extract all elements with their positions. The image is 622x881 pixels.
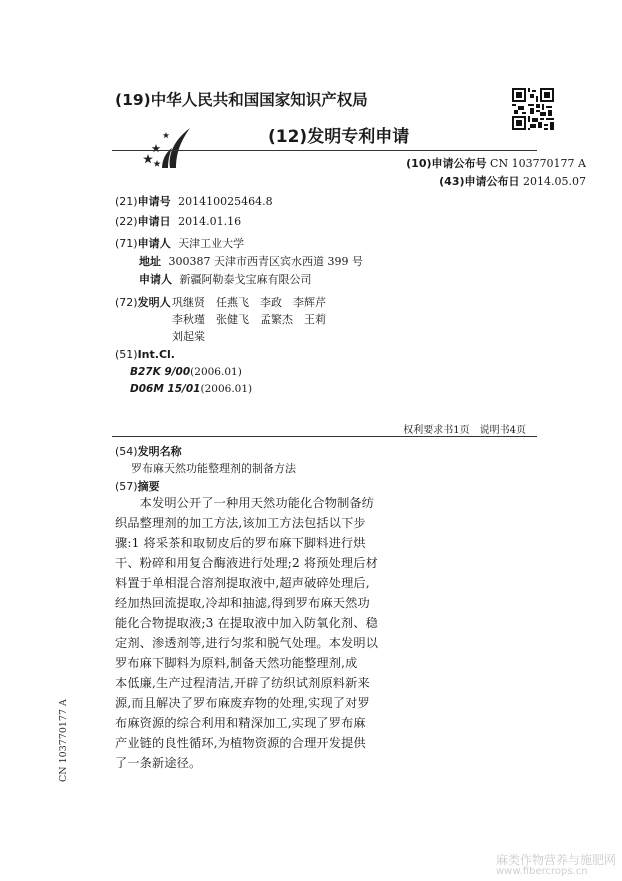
field-label: Int.Cl. <box>137 348 175 361</box>
field-number: (54) <box>115 445 138 458</box>
ipc-version: (2006.01) <box>200 383 253 395</box>
field-label: 发明名称 <box>137 445 182 458</box>
field-number: (57) <box>115 480 138 493</box>
watermark-title: 麻类作物营养与施肥网 <box>496 853 617 867</box>
publication-date <box>439 173 586 189</box>
qr-code-icon <box>512 88 554 130</box>
field-label: 申请人 <box>137 237 171 250</box>
field-number: (72) <box>115 296 138 309</box>
applicant-primary <box>115 235 244 251</box>
title-heading <box>115 443 182 459</box>
header-divider <box>112 150 537 151</box>
field-value: 300387 天津市西青区宾水西道 399 号 <box>168 255 363 268</box>
inventor-line: 刘起棠 <box>172 330 205 343</box>
office-name: (19)中华人民共和国国家知识产权局 <box>115 91 368 109</box>
field-value: 201410025464.8 <box>178 195 273 208</box>
field-number: (71) <box>115 237 138 250</box>
invention-title-text: 罗布麻天然功能整理剂的制备方法 <box>131 462 296 475</box>
inventor-line: 李秋瑾 张健飞 孟繁杰 王莉 <box>172 313 326 326</box>
abstract-line: 本发明公开了一种用天然功能化合物制备纺 <box>115 496 375 510</box>
watermark-url: www.fibercrops.cn <box>496 866 588 877</box>
application-date <box>115 213 241 229</box>
field-number: (21) <box>115 195 138 208</box>
application-number <box>115 193 273 209</box>
section-divider <box>112 436 537 437</box>
abstract-line: 布麻资源的综合利用和精深加工,实现了罗布麻 <box>115 716 366 730</box>
ipc-version: (2006.01) <box>190 366 242 378</box>
publication-date-label: (43)申请公布日 <box>439 175 520 188</box>
abstract-heading <box>115 478 160 494</box>
inventors-heading <box>115 294 171 310</box>
int-cl-heading <box>115 348 175 361</box>
field-label: 发明人 <box>137 296 171 309</box>
field-label: 申请人 <box>139 273 172 286</box>
ipc-code: D06M 15/01 <box>130 383 201 395</box>
side-publication-number: CN 103770177 A <box>58 699 69 782</box>
abstract-line: 织品整理剂的加工方法,该加工方法包括以下步 <box>115 516 366 530</box>
abstract-line: 料置于单相混合溶剂提取液中,超声破碎处理后, <box>115 576 370 590</box>
field-label: 申请日 <box>137 215 171 228</box>
field-value: 2014.01.16 <box>178 215 242 228</box>
applicant-address <box>139 253 363 269</box>
field-number: (22) <box>115 215 138 228</box>
applicant-secondary <box>139 271 312 287</box>
document-type: (12)发明专利申请 <box>268 127 410 147</box>
abstract-line: 本低廉,生产过程清洁,开辟了纺织试剂原料新来 <box>115 676 370 690</box>
abstract-line: 罗布麻下脚料为原料,制备天然功能整理剂,成 <box>115 656 358 670</box>
abstract-line: 能化合物提取液;3 在提取液中加入防氧化剂、稳 <box>115 616 378 630</box>
page-count: 权利要求书1页 说明书4页 <box>403 425 526 436</box>
publication-date-value: 2014.05.07 <box>523 175 586 188</box>
field-value: 天津工业大学 <box>178 237 245 250</box>
field-number: (51) <box>115 348 138 361</box>
inventor-line: 巩继贤 任燕飞 李政 李辉芹 <box>172 296 326 309</box>
abstract-line: 定剂、渗透剂等,进行匀浆和脱气处理。本发明以 <box>115 636 379 650</box>
abstract-line: 源,而且解决了罗布麻废弃物的处理,实现了对罗 <box>115 696 370 710</box>
abstract-line: 经加热回流提取,冷却和抽滤,得到罗布麻天然功 <box>115 596 370 610</box>
publication-number-value: CN 103770177 A <box>490 157 586 170</box>
ipc-classification <box>130 366 242 378</box>
field-value: 新疆阿勒泰戈宝麻有限公司 <box>179 273 312 286</box>
invention-title <box>131 460 296 476</box>
cnipa-emblem-icon <box>140 124 196 170</box>
abstract-line: 产业链的良性循环,为植物资源的合理开发提供 <box>115 736 366 750</box>
abstract-line: 骤:1 将采茶和取韧皮后的罗布麻下脚料进行烘 <box>115 536 366 550</box>
field-label: 摘要 <box>137 480 160 493</box>
field-label: 地址 <box>139 255 161 268</box>
abstract-line: 干、粉碎和用复合酶液进行处理;2 将预处理后材 <box>115 556 378 570</box>
publication-number-label: (10)申请公布号 <box>406 157 487 170</box>
abstract-line: 了一条新途径。 <box>115 756 202 770</box>
ipc-code: B27K 9/00 <box>130 366 191 378</box>
ipc-classification <box>130 383 252 395</box>
field-label: 申请号 <box>137 195 171 208</box>
publication-number <box>406 155 586 171</box>
